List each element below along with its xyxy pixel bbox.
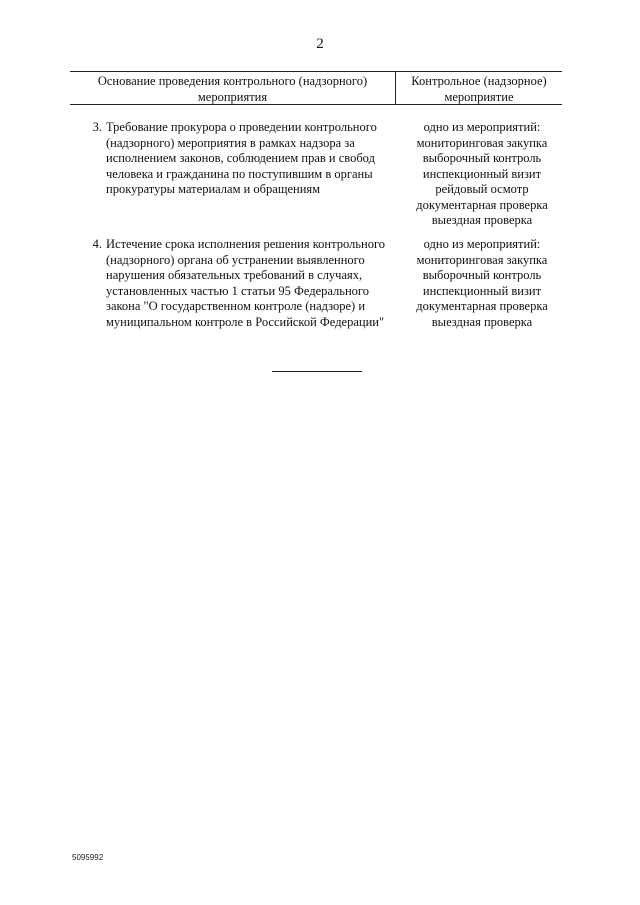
event-item: выборочный контроль	[422, 268, 542, 282]
table-row-4	[70, 237, 562, 330]
event-item: одно из мероприятий:	[423, 237, 541, 251]
table-row-3	[70, 120, 562, 229]
event-item: мониторинговая закупка	[416, 252, 548, 267]
event-item: одно из мероприятий:	[423, 120, 541, 134]
row-number: 4.	[92, 237, 102, 251]
event-item: документарная проверка	[416, 299, 548, 313]
event-item: документарная проверка	[416, 197, 548, 212]
row-events	[402, 120, 562, 229]
event-item: рейдовый осмотр	[435, 182, 529, 196]
header-basis: Основание проведения контрольного (надзорного) мероприятия	[70, 72, 396, 104]
header-event: Контрольное (надзорное) мероприятие	[411, 74, 547, 104]
row-events	[402, 237, 562, 330]
row-basis: Истечение срока исполнения решения контрольного (надзорного) органа об устранении выявленного нарушения обязательных требований в случаях, установленных частью 1 статьи 95 Федерального закона "О государственном контроле (надзоре) и муниципальном контроле в Российской Федерации"	[106, 237, 386, 329]
table-header	[70, 71, 562, 105]
event-item: мониторинговая закупка	[416, 135, 548, 150]
event-item: выездная проверка	[431, 314, 533, 329]
page-number: 2	[316, 36, 324, 52]
row-number: 3.	[92, 120, 102, 134]
event-item: выездная проверка	[431, 213, 533, 227]
event-item: инспекционный визит	[422, 166, 542, 181]
row-basis: Требование прокурора о проведении контрольного (надзорного) мероприятия в рамках надзора за исполнением законов, соблюдением прав и свобод человека и гражданина по поступившим в органы прокуратуры материалам и обращениям	[106, 120, 377, 196]
end-separator-line	[272, 371, 362, 372]
document-code: 5095992	[72, 853, 104, 862]
event-item: инспекционный визит	[422, 283, 542, 298]
event-item: выборочный контроль	[422, 151, 542, 165]
